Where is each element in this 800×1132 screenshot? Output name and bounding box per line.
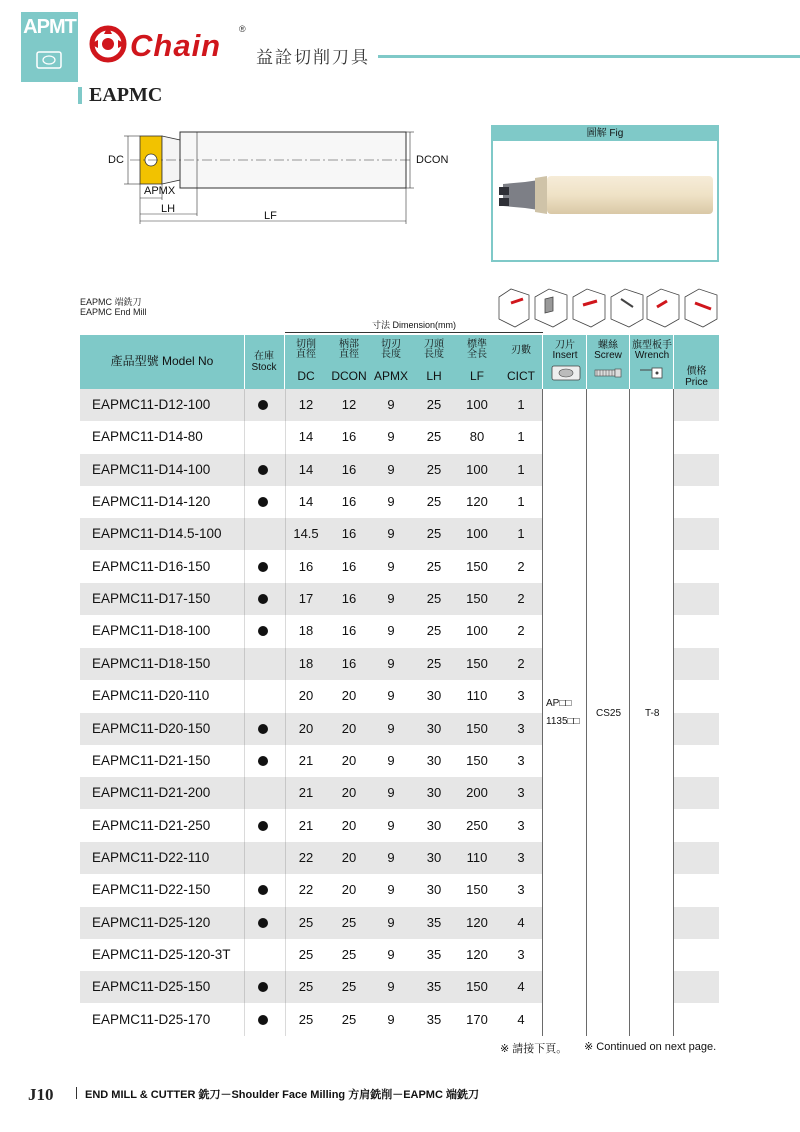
- col-dc-cn2: 直徑: [296, 349, 316, 360]
- col-apmx: APMX: [373, 369, 408, 383]
- catalog-tab-label: APMT: [23, 16, 76, 38]
- wrench-merged-cell: [630, 389, 673, 1036]
- col-dcon-cn2: 直徑: [339, 349, 359, 360]
- section-marker: [78, 87, 82, 104]
- dcon-cell: 25: [341, 979, 357, 995]
- col-dc: DC: [297, 369, 315, 383]
- dcon-cell: 20: [341, 817, 357, 833]
- dc-cell: 14: [298, 494, 314, 510]
- apmx-cell: 9: [387, 526, 395, 542]
- stock-dot-icon: [258, 594, 268, 604]
- col-wrench-en: Wrench: [634, 350, 670, 361]
- dcon-cell: 25: [341, 914, 357, 930]
- apmx-label: APMX: [144, 185, 176, 197]
- dcon-cell: 20: [341, 785, 357, 801]
- dcon-cell: 20: [341, 688, 357, 704]
- apmx-cell: 9: [387, 558, 395, 574]
- dcon-cell: 16: [341, 429, 357, 445]
- cict-cell: 3: [517, 785, 525, 801]
- col-price-en: Price: [685, 377, 708, 388]
- insert-icon: [34, 48, 64, 72]
- model-cell: EAPMC11-D21-200: [92, 785, 211, 801]
- lf-cell: 120: [466, 946, 488, 962]
- apmx-cell: 9: [387, 882, 395, 898]
- stock-dot-icon: [258, 724, 268, 734]
- dcon-cell: 16: [341, 623, 357, 639]
- lh-cell: 30: [426, 849, 442, 865]
- dc-cell: 14.5: [293, 526, 319, 542]
- stock-dot-icon: [258, 400, 268, 410]
- lh-cell: 25: [426, 623, 442, 639]
- dc-cell: 21: [298, 752, 314, 768]
- col-screw-cn: 螺絲: [598, 340, 618, 351]
- cict-cell: 3: [517, 720, 525, 736]
- col-insert-cn: 刀片: [555, 340, 575, 351]
- dc-cell: 20: [298, 720, 314, 736]
- col-lh-cn2: 長度: [424, 349, 444, 360]
- stock-dot-icon: [258, 465, 268, 475]
- apmx-cell: 9: [387, 849, 395, 865]
- col-cict: CICT: [507, 369, 535, 383]
- model-cell: EAPMC11-D14-100: [92, 461, 211, 477]
- face-milling-icon: [573, 289, 605, 327]
- col-insert-en: Insert: [552, 350, 578, 361]
- footnote-en: ※ Continued on next page.: [584, 1041, 717, 1053]
- col-cict-cn: 刃數: [511, 345, 531, 356]
- col-apmx-cn2: 長度: [381, 349, 401, 360]
- lf-cell: 100: [466, 623, 488, 639]
- model-cell: EAPMC11-D21-150: [92, 752, 211, 768]
- cict-cell: 3: [517, 882, 525, 898]
- col-apmx-cn1: 切刃: [381, 339, 401, 350]
- cict-cell: 4: [517, 1011, 525, 1027]
- lh-cell: 30: [426, 720, 442, 736]
- tool-dimension-diagram: [100, 120, 460, 230]
- col-dc-cn1: 切削: [296, 339, 316, 350]
- dimension-rule: [285, 332, 543, 333]
- lf-cell: 150: [466, 979, 488, 995]
- col-stock-en: Stock: [251, 362, 277, 373]
- cict-cell: 2: [517, 591, 525, 607]
- lh-cell: 30: [426, 752, 442, 768]
- dc-cell: 16: [298, 558, 314, 574]
- model-cell: EAPMC11-D21-250: [92, 817, 211, 833]
- model-cell: EAPMC11-D14-80: [92, 429, 203, 445]
- footnote-cn: ※ 請接下頁。: [500, 1043, 568, 1055]
- dcon-cell: 16: [341, 655, 357, 671]
- col-stock-cn: 在庫: [254, 351, 274, 362]
- lh-cell: 25: [426, 494, 442, 510]
- screw-icon: [593, 368, 623, 378]
- dc-cell: 12: [298, 397, 314, 412]
- col-price-cn: 價格: [686, 366, 707, 377]
- dcon-cell: 16: [341, 558, 357, 574]
- model-cell: EAPMC11-D16-150: [92, 558, 211, 574]
- stock-dot-icon: [258, 918, 268, 928]
- footer-text: END MILL & CUTTER 銑刀－Shoulder Face Milling 方肩銑削－EAPMC 端銑刀: [85, 1089, 479, 1101]
- model-cell: EAPMC11-D12-100: [92, 397, 211, 412]
- contour-icon: [685, 289, 717, 327]
- cict-cell: 1: [517, 429, 525, 445]
- registered-mark: ®: [239, 24, 246, 34]
- dcon-cell: 20: [341, 720, 357, 736]
- footer-divider: [76, 1087, 77, 1099]
- lf-label: LF: [264, 210, 277, 222]
- cict-cell: 2: [517, 558, 525, 574]
- cict-cell: 4: [517, 914, 525, 930]
- apmx-cell: 9: [387, 494, 395, 510]
- page-number: J10: [28, 1085, 54, 1104]
- apmx-cell: 9: [387, 655, 395, 671]
- lh-cell: 30: [426, 785, 442, 801]
- dcon-cell: 25: [341, 946, 357, 962]
- apmx-cell: 9: [387, 397, 395, 412]
- cict-cell: 3: [517, 849, 525, 865]
- col-lf-cn2: 全長: [467, 349, 487, 360]
- model-cell: EAPMC11-D20-150: [92, 720, 211, 736]
- lf-cell: 80: [469, 429, 485, 445]
- section-title: EAPMC: [89, 84, 163, 106]
- lh-cell: 25: [426, 591, 442, 607]
- lh-cell: 25: [426, 429, 442, 445]
- brand-name: Chain: [130, 28, 222, 63]
- lh-cell: 25: [426, 397, 442, 412]
- screw-value: CS25: [596, 708, 622, 719]
- dcon-cell: 25: [341, 1011, 357, 1027]
- col-dcon-cn1: 柄部: [339, 339, 359, 350]
- cict-cell: 1: [517, 461, 525, 477]
- dcon-cell: 16: [341, 494, 357, 510]
- dc-cell: 25: [298, 914, 314, 930]
- dc-cell: 25: [298, 946, 314, 962]
- dcon-cell: 16: [341, 526, 357, 542]
- screw-merged-cell: [587, 389, 629, 1036]
- insert-icon: [550, 364, 582, 382]
- cict-cell: 1: [517, 397, 525, 412]
- lf-cell: 100: [466, 461, 488, 477]
- apmx-cell: 9: [387, 785, 395, 801]
- stock-dot-icon: [258, 821, 268, 831]
- lh-cell: 35: [426, 946, 442, 962]
- model-cell: EAPMC11-D14-120: [92, 494, 211, 510]
- model-cell: EAPMC11-D25-150: [92, 979, 211, 995]
- lf-cell: 150: [466, 655, 488, 671]
- cict-cell: 3: [517, 946, 525, 962]
- dc-cell: 25: [298, 1011, 314, 1027]
- lh-cell: 30: [426, 882, 442, 898]
- stock-dot-icon: [258, 497, 268, 507]
- lf-cell: 250: [466, 817, 488, 833]
- lf-cell: 150: [466, 882, 488, 898]
- stock-dot-icon: [258, 885, 268, 895]
- caption-en: EAPMC End Mill: [80, 307, 147, 317]
- dc-label: DC: [108, 154, 124, 166]
- lf-cell: 110: [466, 688, 488, 704]
- wrench-value: T-8: [645, 708, 660, 719]
- lf-cell: 200: [466, 785, 488, 801]
- lf-cell: 120: [466, 914, 488, 930]
- dc-cell: 21: [298, 785, 314, 801]
- dcon-cell: 20: [341, 882, 357, 898]
- dc-cell: 17: [298, 591, 314, 607]
- apmx-cell: 9: [387, 752, 395, 768]
- dcon-cell: 20: [341, 752, 357, 768]
- dcon-cell: 16: [341, 591, 357, 607]
- dc-cell: 21: [298, 817, 314, 833]
- model-cell: EAPMC11-D18-150: [92, 655, 211, 671]
- cict-cell: 2: [517, 655, 525, 671]
- dc-cell: 22: [298, 882, 314, 898]
- lf-cell: 120: [466, 494, 488, 510]
- lf-cell: 100: [466, 526, 488, 542]
- apmx-cell: 9: [387, 688, 395, 704]
- lh-cell: 35: [426, 979, 442, 995]
- wrench-icon: [638, 366, 666, 380]
- apmx-cell: 9: [387, 817, 395, 833]
- apmx-cell: 9: [387, 946, 395, 962]
- dcon-cell: 16: [341, 461, 357, 477]
- col-model: 產品型號 Model No: [110, 354, 214, 368]
- insert-value-line2: 1135□□: [546, 716, 580, 727]
- lh-cell: 30: [426, 817, 442, 833]
- dcon-cell: 20: [341, 849, 357, 865]
- lh-cell: 25: [426, 558, 442, 574]
- apmx-cell: 9: [387, 1011, 395, 1027]
- lf-cell: 100: [466, 397, 488, 412]
- chain-logo-icon: [88, 24, 128, 64]
- apmx-cell: 9: [387, 591, 395, 607]
- col-lf-cn1: 標準: [467, 339, 487, 350]
- cict-cell: 3: [517, 688, 525, 704]
- lh-cell: 25: [426, 461, 442, 477]
- apmx-cell: 9: [387, 429, 395, 445]
- lf-cell: 170: [466, 1011, 488, 1027]
- model-cell: EAPMC11-D22-110: [92, 849, 210, 865]
- dc-cell: 14: [298, 461, 314, 477]
- col-screw-en: Screw: [594, 350, 622, 361]
- insert-value-line1: AP□□: [546, 698, 572, 709]
- model-cell: EAPMC11-D22-150: [92, 882, 211, 898]
- dc-cell: 22: [298, 849, 314, 865]
- stock-dot-icon: [258, 756, 268, 766]
- stock-dot-icon: [258, 982, 268, 992]
- apmx-cell: 9: [387, 914, 395, 930]
- model-cell: EAPMC11-D25-120: [92, 914, 211, 930]
- dcon-cell: 12: [341, 397, 357, 412]
- cict-cell: 1: [517, 494, 525, 510]
- dc-cell: 18: [298, 655, 314, 671]
- dc-cell: 18: [298, 623, 314, 639]
- dimension-title: 寸法 Dimension(mm): [371, 320, 456, 330]
- col-dcon: DCON: [331, 369, 367, 383]
- model-cell: EAPMC11-D18-100: [92, 623, 211, 639]
- col-lh-cn1: 刀頭: [424, 339, 444, 350]
- cict-cell: 3: [517, 752, 525, 768]
- ramping-icon: [611, 289, 643, 327]
- lh-cell: 25: [426, 655, 442, 671]
- caption-cn: EAPMC 端銑刀: [80, 297, 142, 307]
- lf-cell: 150: [466, 591, 488, 607]
- model-cell: EAPMC11-D17-150: [92, 591, 211, 607]
- apmx-cell: 9: [387, 979, 395, 995]
- lh-label: LH: [161, 203, 176, 215]
- figure-title: 圖解 Fig: [493, 127, 717, 141]
- lf-cell: 150: [466, 752, 488, 768]
- cict-cell: 3: [517, 817, 525, 833]
- stock-dot-icon: [258, 626, 268, 636]
- end-mill-photo: [495, 160, 717, 230]
- model-cell: EAPMC11-D25-120-3T: [92, 946, 231, 962]
- model-cell: EAPMC11-D25-170: [92, 1011, 211, 1027]
- table-header: [80, 335, 719, 389]
- lf-cell: 150: [466, 558, 488, 574]
- stock-dot-icon: [258, 562, 268, 572]
- lh-cell: 35: [426, 914, 442, 930]
- dc-cell: 20: [298, 688, 314, 704]
- cict-cell: 4: [517, 979, 525, 995]
- stock-dot-icon: [258, 1015, 268, 1025]
- lh-cell: 30: [426, 688, 442, 704]
- col-wrench-cn: 旗型板手: [632, 340, 672, 351]
- col-lf: LF: [469, 369, 484, 383]
- cict-cell: 1: [517, 526, 525, 542]
- lh-cell: 25: [426, 526, 442, 542]
- dcon-label: DCON: [416, 154, 449, 166]
- lf-cell: 110: [466, 849, 488, 865]
- apmx-cell: 9: [387, 623, 395, 639]
- dc-cell: 25: [298, 979, 314, 995]
- insert-merged-cell: [543, 389, 586, 1036]
- apmx-cell: 9: [387, 461, 395, 477]
- lh-cell: 35: [426, 1011, 442, 1027]
- model-cell: EAPMC11-D20-110: [92, 688, 210, 704]
- apmx-cell: 9: [387, 720, 395, 736]
- brand-chinese-name: 益詮切削刀具: [256, 48, 370, 68]
- lf-cell: 150: [466, 720, 488, 736]
- model-cell: EAPMC11-D14.5-100: [92, 526, 222, 542]
- col-lh: LH: [426, 369, 442, 383]
- header-rule: [378, 55, 800, 58]
- dc-cell: 14: [298, 429, 314, 445]
- plunge-icon: [647, 289, 679, 327]
- cict-cell: 2: [517, 623, 525, 639]
